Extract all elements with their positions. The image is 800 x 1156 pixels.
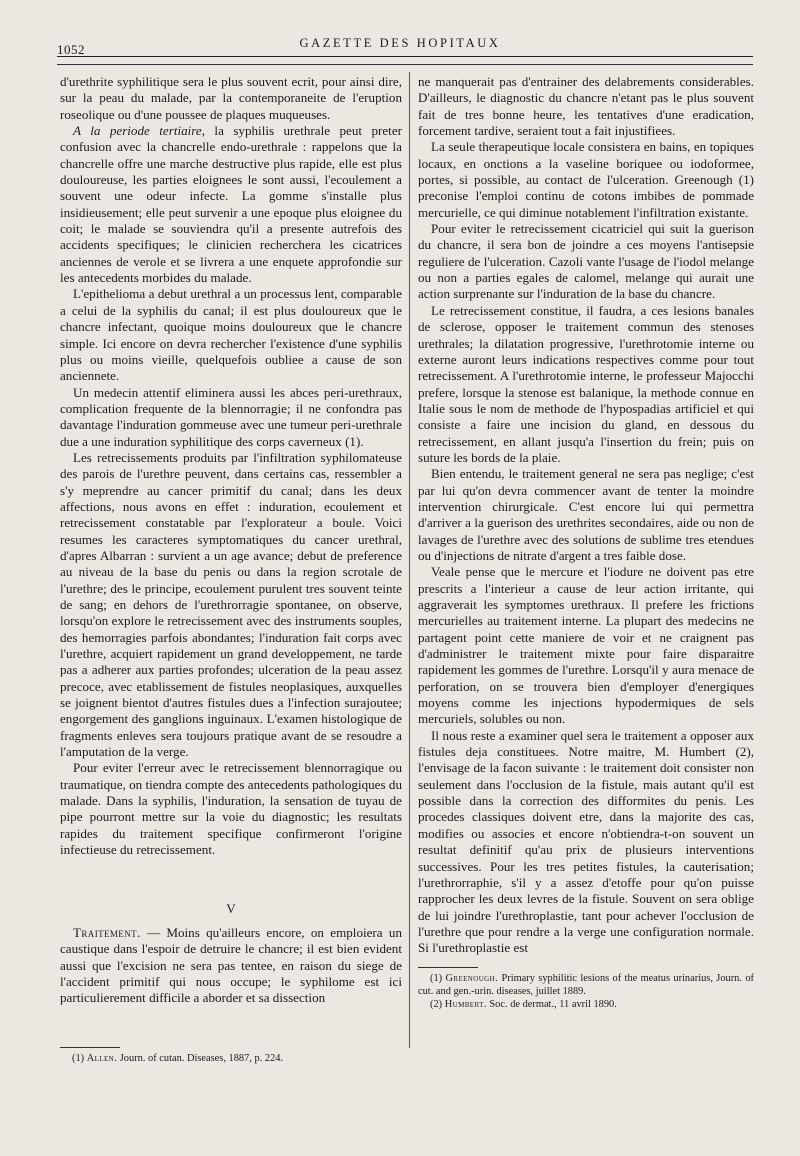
footnote bbox=[418, 972, 754, 998]
paragraph: La seule therapeutique locale consistera en bains, en topiques locaux, en onctions a la vaseline boriquee ou iodoformee, portes, si possible, au contact de l'ulceration. Greenough (1) preconise l'emploi continu de cotons imbibes de pommade mercurielle, ce qui diminue notablement l'infiltration existante. bbox=[418, 139, 754, 220]
paragraph bbox=[60, 925, 402, 1007]
page-number: 1052 bbox=[57, 42, 85, 57]
left-column bbox=[60, 74, 402, 1065]
paragraph: Pour eviter l'erreur avec le retrecissement blennorragique ou traumatique, on tiendra compte des antecedents pathologiques du malade. Dans la syphilis, l'induration, la sensation de tuyau de pipe pourront mettre sur la voie du diagnostic; les resultats rapides du traitement specifique confirmeront l'origine infectieuse du retrecissement. bbox=[60, 760, 402, 858]
footnote bbox=[60, 1052, 402, 1065]
footnote-text: Soc. de dermat., 11 avril 1890. bbox=[489, 998, 617, 1010]
right-column bbox=[418, 74, 754, 1011]
paragraph: ne manquerait pas d'entrainer des delabrements considerables. D'ailleurs, le diagnostic du chancre n'etant pas le plus souvent fait de tres bonne heure, les tentatives d'une eradication, forcement tardive, seraient tout a fait injustifiees. bbox=[418, 74, 754, 139]
paragraph: Un medecin attentif eliminera aussi les abces peri-urethraux, complication frequente de la blennorragie; il ne confondra pas davantage l'induration gommeuse avec une tumeur peri-urethrale due a une induration syphilitique des corps caverneux (1). bbox=[60, 384, 402, 449]
header-rule-thin bbox=[57, 64, 753, 65]
footnote-text: Primary syphilitic lesions of the meatus urinarius, Journ. of cut. and gen.-urin. diseases, juillet 1889. bbox=[418, 972, 754, 997]
running-title: GAZETTE DES HOPITAUX bbox=[299, 36, 501, 50]
paragraph: L'epithelioma a debut urethral a un processus lent, comparable a celui de la syphilis du canal; il est plus douloureux que le chancre infectant, quoique moins douloureux que le chancre simple. Ici encore on devra rechercher l'existence d'une syphilis plus ou moins vieille, quelquefois oubliee a cause de son anciennete. bbox=[60, 286, 402, 384]
paragraph: Pour eviter le retrecissement cicatriciel qui suit la guerison du chancre, il sera bon de joindre a ces moyens l'antisepsie reguliere de l'ulceration. Cazoli vante l'usage de l'iodol melange ou non a parties egales de calomel, melange qui aurait une action surprenante sur l'induration de la base du chancre. bbox=[418, 221, 754, 302]
paragraph: Il nous reste a examiner quel sera le traitement a opposer aux fistules deja constituees. Notre maitre, M. Humbert (2), l'envisage de la facon suivante : le traitement doit consister non seulement dans l'occlusion de la fistule, mais autant qu'il est possible dans la correction des difformites du penis. Les procedes classiques doivent etre, dans la majorite des cas, modifies ou associes et encore n'obtiendra-t-on souvent un resultat definitif qu'au prix de plusieurs interventions successives. Pour les tres petites fistules, la cauterisation; l'urethrorraphie, s'il y a assez d'etoffe pour qu'on puisse rapprocher les deux levres de la fistule. Souvent on sera oblige de lui joindre l'urethroplastie, tant pour achever l'occlusion de l'urethre que pour rendre a la verge une configuration normale. Si l'urethroplastie est bbox=[418, 727, 754, 956]
period-heading: A la periode tertiaire, bbox=[73, 123, 205, 139]
paragraph: Les retrecissements produits par l'infiltration syphilomateuse des parois de l'urethre peuvent, dans certains cas, ressembler a s'y meprendre au cancer primitif du canal; dans les deux affections, nous avons en effet : induration, ecoulement et retrecissement constatable par l'explorateur a boule. Voici resumes les caracteres symptomatiques du cancer urethral, d'apres Albarran : survient a un age avance; debut de preference au niveau de la base du penis ou dans la region scrotale de l'urethre; des le principe, ecoulement purulent tres souvent teinte de sang; en dehors de l'urethrorragie spontanee, on observe, lorsqu'on explore le retrecissement avec des instruments souples, des hemorragies parfois abondantes; l'induration fait corps avec l'urethre, acquiert rapidement un grand developpement, ne tarde pas a adherer aux parties profondes; ulceration de la peau assez precoce, avec etablissement de fistules neoplasiques, auxquelles se joignent bientot d'autres fistules dues a l'infection surajoutee; engorgement des ganglions inguinaux. L'examen histologique de fragments enleves sera toujours pratique avant de se resoudre a l'amputation de la verge. bbox=[60, 449, 402, 760]
footnote-author: Humbert. bbox=[444, 998, 487, 1010]
paragraph-text: la syphilis urethrale peut preter confusion avec la chancrelle endo-urethrale : rappelons que la chancrelle offre une marche destructive plus rapide, elle est plus douloureuse, les parties eloignees le sont aussi, l'ecoulement a souvent une odeur infecte. La gomme s'installe plus insidieusement; elle peut survenir a une epoque plus eloignee du coit; le malade se souviendra qu'il a presente autrefois des accidents specifiques; le clinicien recherchera les cicatrices anciennes de verole et se livrera a une enquete approfondie sur les antecedents morbides du malade. bbox=[60, 123, 402, 286]
footnote-number: (1) bbox=[72, 1052, 85, 1064]
footnote-rule bbox=[418, 967, 478, 968]
footnote-rule bbox=[60, 1047, 120, 1048]
section-numeral: V bbox=[226, 900, 236, 916]
spacer bbox=[60, 1007, 402, 1027]
footnote-text: Journ. of cutan. Diseases, 1887, p. 224. bbox=[119, 1052, 284, 1064]
footnote-author: Allen. bbox=[86, 1052, 118, 1064]
footnote-number: (1) bbox=[430, 972, 443, 984]
column-separator bbox=[409, 72, 410, 1048]
footnote-author: Greenough. bbox=[445, 972, 499, 984]
paragraph-text: — Moins qu'ailleurs encore, on emploiera un caustique dans l'espoir de detruire le chancre; il est bien evident aussi que l'excision ne sera pas tentee, en raison du siege de l'accident primitif qui nous occupe; le syphilome est ici particulierement difficile a aborder et sa dissection bbox=[60, 924, 402, 1006]
header-rule-thick bbox=[57, 56, 753, 57]
paragraph: Veale pense que le mercure et l'iodure ne doivent pas etre prescrits a l'interieur a cause de leur action irritante, qui aggraverait les symptomes urethraux. Il prefere les frictions mercurielles au traitement interne. La plupart des medecins ne partagent point cette maniere de voir et ne craignent pas d'administrer le traitement mixte pour faire disparaitre rapidement les gommes de l'urethre. Lorsqu'il y aura menace de perforation, on se trouvera bien d'employer d'energiques moyens comme les injections hypodermiques de sels mercuriels, solubles ou non. bbox=[418, 564, 754, 727]
paragraph bbox=[60, 123, 402, 286]
footnote bbox=[418, 998, 754, 1011]
paragraph: Le retrecissement constitue, il faudra, a ces lesions banales de sclerose, opposer le traitement commun des stenoses urethrales; la dilatation progressive, l'urethrotomie interne ou externe auront leurs indications respectives comme pour tout retrecissement. A l'urethrotomie interne, le professeur Majocchi prefere, lorsque la stenose est balanique, la methode connue en Italie sous le nom de methode de l'hypospadias artificiel et qui consiste a faire une incision du gland, en dessous du retrecissement, en allant jusqu'a l'insertion du frein; puis on suture les bords de la plaie. bbox=[418, 302, 754, 465]
section-heading: Traitement. bbox=[73, 924, 141, 940]
footnote-number: (2) bbox=[430, 998, 443, 1010]
paragraph: Bien entendu, le traitement general ne sera pas neglige; c'est par lui qu'on devra commencer avant de tenter la moindre intervention chirurgicale. C'est encore lui qui permettra d'arriver a la guerison des urethrites secondaires, aide ou non de lavages de l'urethre avec des solutions de sublime tres etendues ou d'injections de nitrate d'argent a tres faible dose. bbox=[418, 466, 754, 563]
paragraph: d'urethrite syphilitique sera le plus souvent ecrit, pour ainsi dire, sur la peau du malade, par la contemporaneite de l'eruption roseolique ou d'une poussee de plaques muqueuses. bbox=[60, 74, 402, 122]
